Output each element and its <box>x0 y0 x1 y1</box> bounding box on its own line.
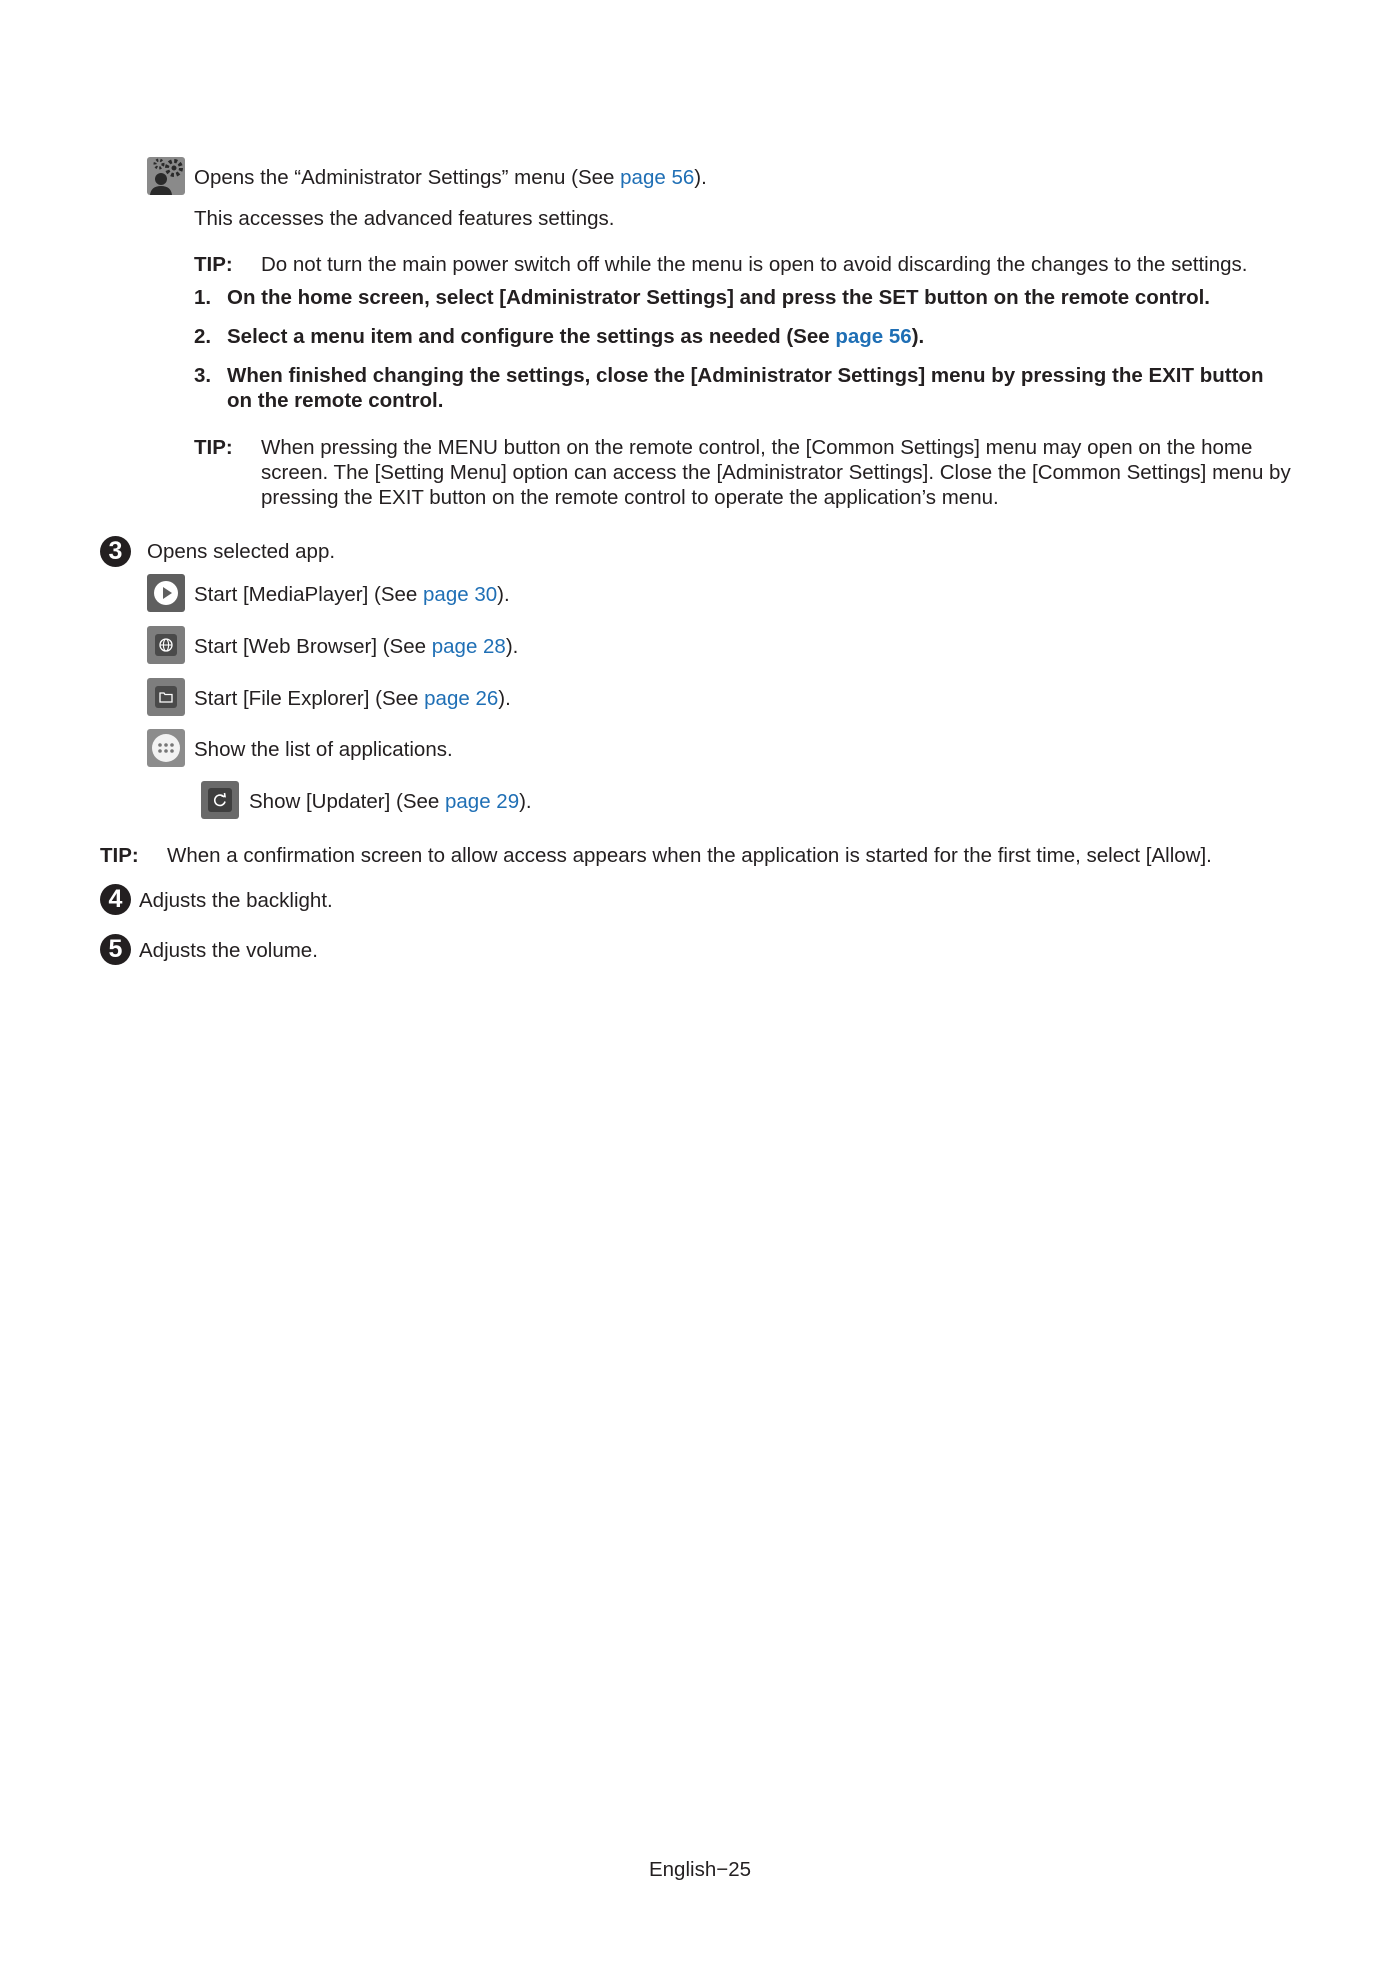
file-explorer-page-link[interactable]: page 26 <box>424 687 499 710</box>
app-list-line: Show the list of applications. <box>194 738 453 761</box>
admin-settings-line: Opens the “Administrator Settings” menu (See page 56). <box>194 166 707 189</box>
tip-text: When a confirmation screen to allow access appears when the application is started for the first time, select [Allow]. <box>167 844 1212 867</box>
web-browser-icon <box>147 626 185 664</box>
tip-label: TIP: <box>194 253 233 276</box>
step-text: Select a menu item and configure the settings as needed (See page 56). <box>227 325 925 348</box>
admin-page-link[interactable]: page 56 <box>620 166 695 189</box>
section-number-3: 3 <box>100 536 131 567</box>
app-list-icon <box>147 729 185 767</box>
file-explorer-icon <box>147 678 185 716</box>
page-number: English−25 <box>648 1858 751 1881</box>
section-number-5: 5 <box>100 934 131 965</box>
mediaplayer-page-link[interactable]: page 30 <box>423 583 498 606</box>
tip-text: Do not turn the main power switch off while the menu is open to avoid discarding the changes to the settings. <box>261 253 1248 276</box>
tip-label: TIP: <box>194 436 233 459</box>
tip-label: TIP: <box>100 844 139 867</box>
tip-text: When pressing the MENU button on the remote control, the [Common Settings] menu may open on the home screen. The [Setting Menu] option can access the [Administrator Settings]. Close the [Common Settings] menu by pressing the EXIT button on the remote control to operate the application’s menu. <box>261 436 1291 509</box>
admin-settings-icon <box>147 157 185 195</box>
step-text: On the home screen, select [Administrator Settings] and press the SET button on the remote control. <box>227 286 1210 309</box>
mediaplayer-line: Start [MediaPlayer] (See page 30). <box>194 583 510 606</box>
section3-title: Opens selected app. <box>147 540 336 563</box>
step-number: 1. <box>194 286 212 309</box>
file-explorer-line: Start [File Explorer] (See page 26). <box>194 687 511 710</box>
step-number: 2. <box>194 325 212 348</box>
mediaplayer-icon <box>147 574 185 612</box>
web-browser-page-link[interactable]: page 28 <box>431 635 506 658</box>
section-number-4: 4 <box>100 884 131 915</box>
step-text: When finished changing the settings, close the [Administrator Settings] menu by pressing the EXIT button on the remote control. <box>227 364 1264 412</box>
section5-text: Adjusts the volume. <box>139 939 318 962</box>
admin-settings-description: This accesses the advanced features settings. <box>194 207 615 230</box>
updater-line: Show [Updater] (See page 29). <box>249 790 532 813</box>
section4-text: Adjusts the backlight. <box>139 889 333 912</box>
step-page-link[interactable]: page 56 <box>835 325 912 348</box>
updater-icon <box>201 781 239 819</box>
updater-page-link[interactable]: page 29 <box>445 790 520 813</box>
web-browser-line: Start [Web Browser] (See page 28). <box>194 635 519 658</box>
step-number: 3. <box>194 364 212 387</box>
